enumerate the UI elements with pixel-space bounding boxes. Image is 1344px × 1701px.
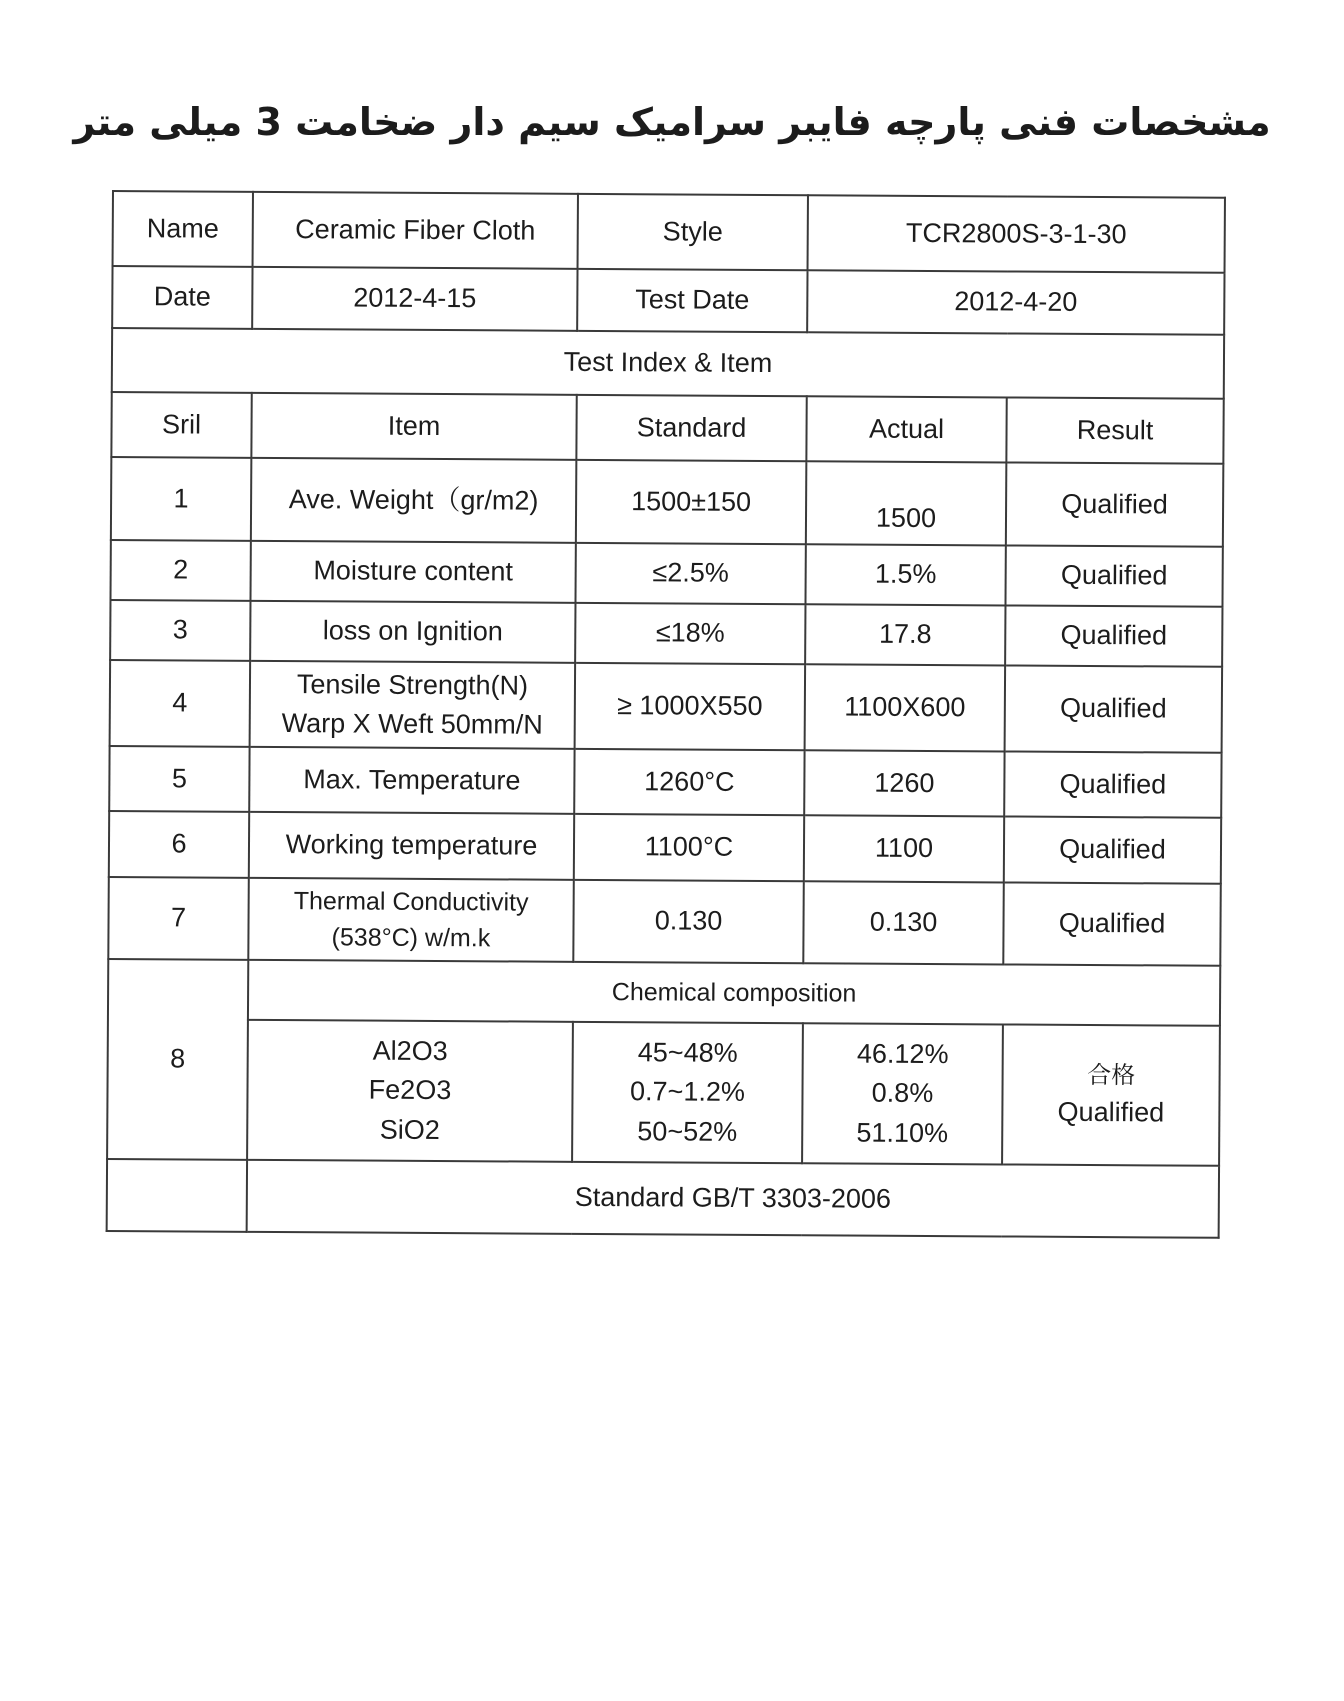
row-standard: 1500±150 xyxy=(576,460,807,544)
table-row xyxy=(110,600,1222,667)
row-sril: 3 xyxy=(110,600,250,661)
chemical-actuals xyxy=(802,1023,1003,1164)
row-item: Moisture content xyxy=(250,541,575,603)
chemical-item: Fe2O3 xyxy=(368,1075,452,1106)
row-item-line: (538°C) w/m.k xyxy=(331,923,491,953)
footer-row xyxy=(107,1159,1219,1238)
row-sril: 5 xyxy=(109,746,249,812)
table-row xyxy=(108,877,1220,966)
chemical-standards xyxy=(572,1022,803,1163)
row-result: Qualified xyxy=(1004,816,1221,883)
header-item: Item xyxy=(251,393,576,460)
row-standard: 1100°C xyxy=(574,814,804,881)
section-row xyxy=(112,328,1224,399)
chemical-actual: 51.10% xyxy=(856,1117,949,1148)
date-label: Date xyxy=(112,266,252,329)
style-value: TCR2800S-3-1-30 xyxy=(808,195,1225,273)
row-result: Qualified xyxy=(1005,665,1223,752)
spec-table xyxy=(106,190,1226,1239)
chemical-title: Chemical composition xyxy=(248,960,1220,1026)
row-item-line: Thermal Conductivity xyxy=(293,886,529,917)
name-label: Name xyxy=(113,191,253,267)
chemical-result xyxy=(1002,1024,1220,1165)
row-result: Qualified xyxy=(1004,751,1221,817)
row-actual: 1500 xyxy=(806,461,1007,545)
header-standard: Standard xyxy=(576,395,806,461)
row-standard: 0.130 xyxy=(573,880,803,963)
row-sril: 6 xyxy=(109,811,249,878)
row-sril: 1 xyxy=(111,457,252,541)
name-value: Ceramic Fiber Cloth xyxy=(253,192,578,269)
chemical-result-cn: 合格 xyxy=(1087,1061,1136,1090)
header-sril: Sril xyxy=(111,392,251,458)
row-item: loss on Ignition xyxy=(250,601,575,663)
row-item-line: Tensile Strength(N) xyxy=(296,668,529,701)
footer-standard: Standard GB/T 3303-2006 xyxy=(247,1160,1219,1238)
row-actual: 17.8 xyxy=(805,604,1005,665)
row-item: Max. Temperature xyxy=(249,747,574,814)
row-standard: ≤18% xyxy=(575,603,805,664)
date-value: 2012-4-15 xyxy=(252,267,577,331)
chemical-sril: 8 xyxy=(107,959,248,1160)
chemical-actual: 46.12% xyxy=(856,1038,949,1070)
row-item xyxy=(250,661,576,749)
table-row xyxy=(111,457,1224,547)
chemical-result-en: Qualified xyxy=(1057,1096,1165,1128)
row-result: Qualified xyxy=(1005,605,1222,666)
footer-blank-cell xyxy=(107,1159,247,1232)
info-row-date xyxy=(112,266,1224,335)
test-date-label: Test Date xyxy=(577,269,807,332)
row-standard: ≤2.5% xyxy=(575,543,805,604)
chemical-title-row xyxy=(108,959,1220,1026)
row-actual: 1.5% xyxy=(805,544,1005,605)
chemical-actual: 0.8% xyxy=(871,1078,934,1109)
row-result: Qualified xyxy=(1006,462,1224,546)
row-result: Qualified xyxy=(1003,882,1221,965)
style-label: Style xyxy=(578,194,808,270)
row-item: Working temperature xyxy=(249,812,574,880)
row-actual: 1100X600 xyxy=(805,664,1006,751)
row-standard: 1260°C xyxy=(574,749,804,815)
header-actual: Actual xyxy=(806,396,1006,462)
chemical-item: SiO2 xyxy=(379,1114,440,1145)
header-result: Result xyxy=(1006,397,1223,463)
info-row-name xyxy=(113,191,1225,273)
row-sril: 2 xyxy=(110,540,250,601)
row-standard: ≥ 1000X550 xyxy=(575,663,806,750)
row-actual: 1100 xyxy=(804,815,1004,882)
chemical-item: Al2O3 xyxy=(372,1035,448,1067)
chemical-standard: 45~48% xyxy=(637,1037,738,1069)
row-sril: 7 xyxy=(108,877,248,960)
table-row xyxy=(110,660,1223,753)
row-actual: 1260 xyxy=(804,750,1004,816)
test-date-value: 2012-4-20 xyxy=(807,270,1224,335)
chemical-values-row xyxy=(107,1019,1220,1166)
chemical-items xyxy=(247,1020,573,1162)
row-item xyxy=(248,878,573,962)
row-actual: 0.130 xyxy=(803,881,1003,964)
table-row xyxy=(109,811,1221,884)
chemical-standard: 0.7~1.2% xyxy=(629,1076,746,1108)
row-result: Qualified xyxy=(1005,545,1222,606)
table-row xyxy=(109,746,1221,818)
table-row xyxy=(110,540,1222,607)
document-title: مشخصات فنی پارچه فایبر سرامیک سیم دار ضخامت 3 میلی متر xyxy=(73,100,1271,144)
row-item: Ave. Weight（gr/m2) xyxy=(251,458,577,543)
section-title: Test Index & Item xyxy=(112,328,1224,399)
row-sril: 4 xyxy=(110,660,251,747)
header-row xyxy=(111,392,1223,464)
chemical-standard: 50~52% xyxy=(637,1115,738,1147)
row-item-line: Warp X Weft 50mm/N xyxy=(281,708,543,740)
